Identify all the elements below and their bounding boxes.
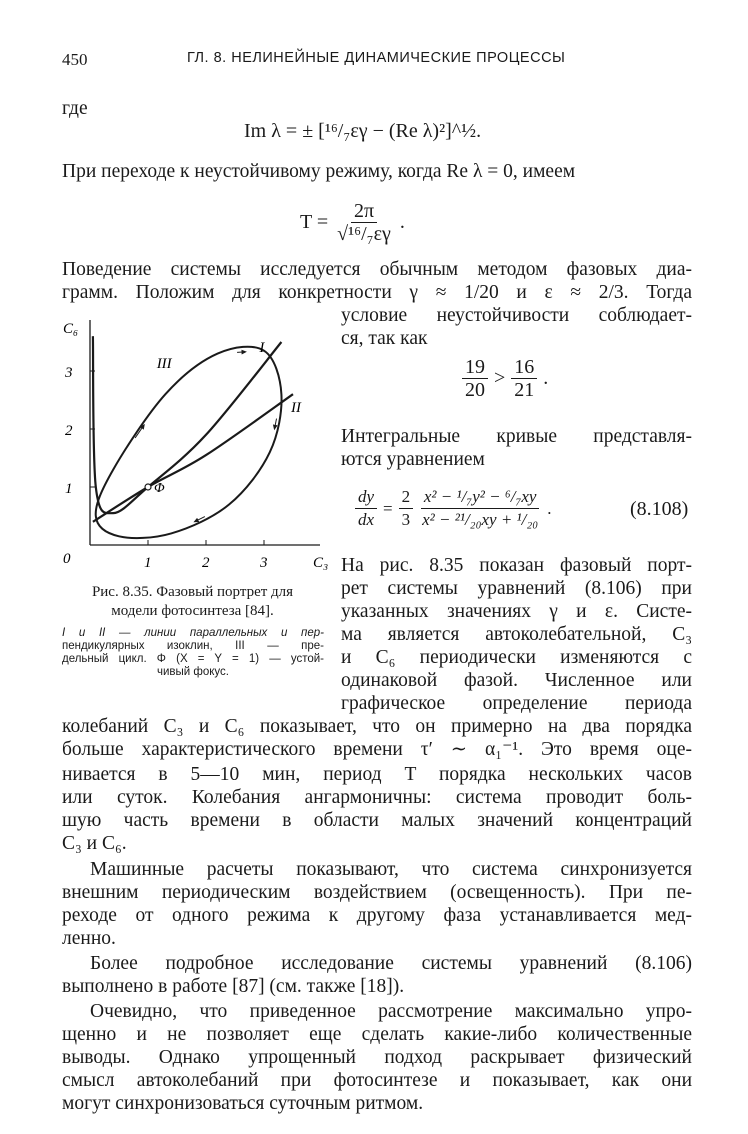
period-lhs: T =	[300, 211, 329, 233]
x-tick-label: 3	[260, 555, 268, 571]
dy: dy	[355, 486, 377, 509]
figure-caption-title-1: Рис. 8.35. Фазовый портрет для	[91, 584, 294, 600]
curve-label-II: II	[291, 400, 301, 417]
paragraph-line: или суток. Колебания ангармоничны: система проводит боль-	[62, 787, 692, 808]
chapter-title: ГЛ. 8. НЕЛИНЕЙНЫЕ ДИНАМИЧЕСКИЕ ПРОЦЕССЫ	[187, 50, 566, 66]
paragraph-line: могут синхронизоваться суточным ритмом.	[62, 1093, 424, 1114]
ineq-a-num: 19	[462, 356, 488, 379]
paragraph-line: реходе от одного режима к другому фаза устанавливается мед-	[62, 905, 692, 926]
paragraph-line: ются уравнением	[341, 449, 485, 470]
paragraph-line: грамм. Положим для конкретности γ ≈ 1/20 и ε ≈ 2/3. Тогда	[62, 282, 692, 303]
paragraph-line: нивается в 5—10 мин, период T порядка нескольких часов	[62, 764, 692, 785]
figure-caption-title-2: модели фотосинтеза [84].	[111, 603, 274, 619]
y-tick-label: 2	[65, 423, 73, 439]
phase-curves	[93, 336, 293, 538]
paragraph-line: ма является автоколебательной, C₃	[341, 624, 692, 645]
paragraph-line: щенно и не позволяет еще сделать какие-либо количественные	[62, 1024, 692, 1045]
equation-period: T = $\frac{2\pi}{\text{√¹⁶/₇εγ}}$ .	[300, 200, 405, 245]
figure-caption-note: чивый фокус.	[157, 666, 229, 678]
equation-im-lambda: Im λ = ± [¹⁶/₇εγ − (Re λ)²]^½.	[244, 120, 482, 142]
paragraph-line: и C₆ периодически изменяются с	[341, 647, 692, 668]
figure-caption-note: пендикулярных изоклин, III — пре-	[62, 640, 324, 652]
ineq-b-num: 16	[511, 356, 537, 379]
paragraph-line: рет системы уравнений (8.106) при	[341, 578, 692, 599]
y-axis-label: C₆	[63, 321, 79, 337]
y-tick-label: 1	[65, 481, 73, 497]
paragraph-line: указанных значениях γ и ε. Систе-	[341, 601, 692, 622]
paragraph-line: внешним периодическим воздействием (освещенность). При пе-	[62, 882, 692, 903]
paragraph-line: Более подробное исследование системы уравнений (8.106)	[90, 953, 692, 974]
dx: dx	[358, 510, 375, 529]
paragraph-line: одинаковой фазой. Численное или	[341, 670, 692, 691]
where-word: где	[62, 98, 88, 119]
x-tick-label: 1	[144, 555, 152, 571]
paragraph-line: Очевидно, что приведенное рассмотрение максимально упро-	[90, 1001, 692, 1022]
flow-arrow	[275, 419, 277, 428]
x-tick-label: 2	[202, 555, 210, 571]
paragraph-line: выполнено в работе [87] (см. также [18]).	[62, 976, 405, 997]
paragraph-line: условие неустойчивости соблюдает-	[341, 305, 692, 326]
paragraph-line: больше характеристического времени τ′ ∼ α₁⁻¹. Это время оце-	[62, 739, 692, 760]
curve-II	[93, 394, 293, 522]
paragraph-line: выводы. Однако упрощенный подход раскрывает физический	[62, 1047, 692, 1068]
phase-portrait-figure	[55, 305, 335, 575]
focus-label: Φ	[154, 481, 165, 496]
paragraph-line: ленно.	[62, 928, 116, 949]
paragraph-line: ся, так как	[341, 328, 428, 349]
paragraph-line: C₃ и C₆.	[62, 833, 127, 854]
eq108-numerator: x² − ¹/₇y² − ⁶/₇xy	[421, 486, 540, 509]
page-number: 450	[62, 50, 88, 69]
focus-point	[145, 484, 151, 490]
equation-8-108: $\frac{dy}{dx}$ = $\frac{2}{3}$ $\frac{\text{x² − ¹/₇y² − ⁶/₇xy}}{\text{x² − ²¹/₂₀xy + ¹/₂₀}}$ .	[355, 486, 551, 531]
paragraph-line: смысл автоколебаний при фотосинтезе и показывает, как они	[62, 1070, 692, 1091]
period-numerator: 2π	[351, 200, 377, 223]
x-axis-label: C₃	[313, 555, 329, 571]
equation-label: (8.108)	[630, 498, 689, 520]
paragraph-line: колебаний C₃ и C₆ показывает, что он примерно на два порядка	[62, 716, 692, 737]
curve-I	[93, 336, 282, 513]
y-tick-label: 3	[65, 365, 73, 381]
paragraph-line: На рис. 8.35 показан фазовый порт-	[341, 555, 692, 576]
coef-num: 2	[399, 486, 414, 509]
period-denominator: √¹⁶/₇εγ	[337, 223, 391, 245]
eq108-denominator: x² − ²¹/₂₀xy + ¹/₂₀	[422, 510, 539, 529]
coef-den: 3	[401, 510, 411, 529]
curve-label-I: I	[259, 340, 265, 356]
figure-caption-note: дельный цикл. Φ (X = Y = 1) — устой-	[62, 653, 324, 665]
paragraph-line: шую часть времени в области малых значений концентраций	[62, 810, 692, 831]
origin-label: 0	[63, 551, 71, 567]
paragraph-line: графическое определение периода	[341, 693, 692, 714]
ineq-a-den: 20	[465, 379, 485, 401]
inequality: $\frac{19}{20}$ > $\frac{16}{21}$ .	[462, 356, 548, 401]
paragraph-line: Поведение системы исследуется обычным методом фазовых диа-	[62, 259, 692, 280]
paragraph-line: Машинные расчеты показывают, что система синхронизуется	[90, 859, 692, 880]
curve-label-III: III	[156, 356, 172, 373]
transition-line: При переходе к неустойчивому режиму, когда Re λ = 0, имеем	[62, 161, 576, 182]
figure-caption-note: I и II — линии параллельных и пер-	[62, 627, 324, 639]
ineq-b-den: 21	[514, 379, 535, 401]
paragraph-line: Интегральные кривые представля-	[341, 426, 692, 447]
